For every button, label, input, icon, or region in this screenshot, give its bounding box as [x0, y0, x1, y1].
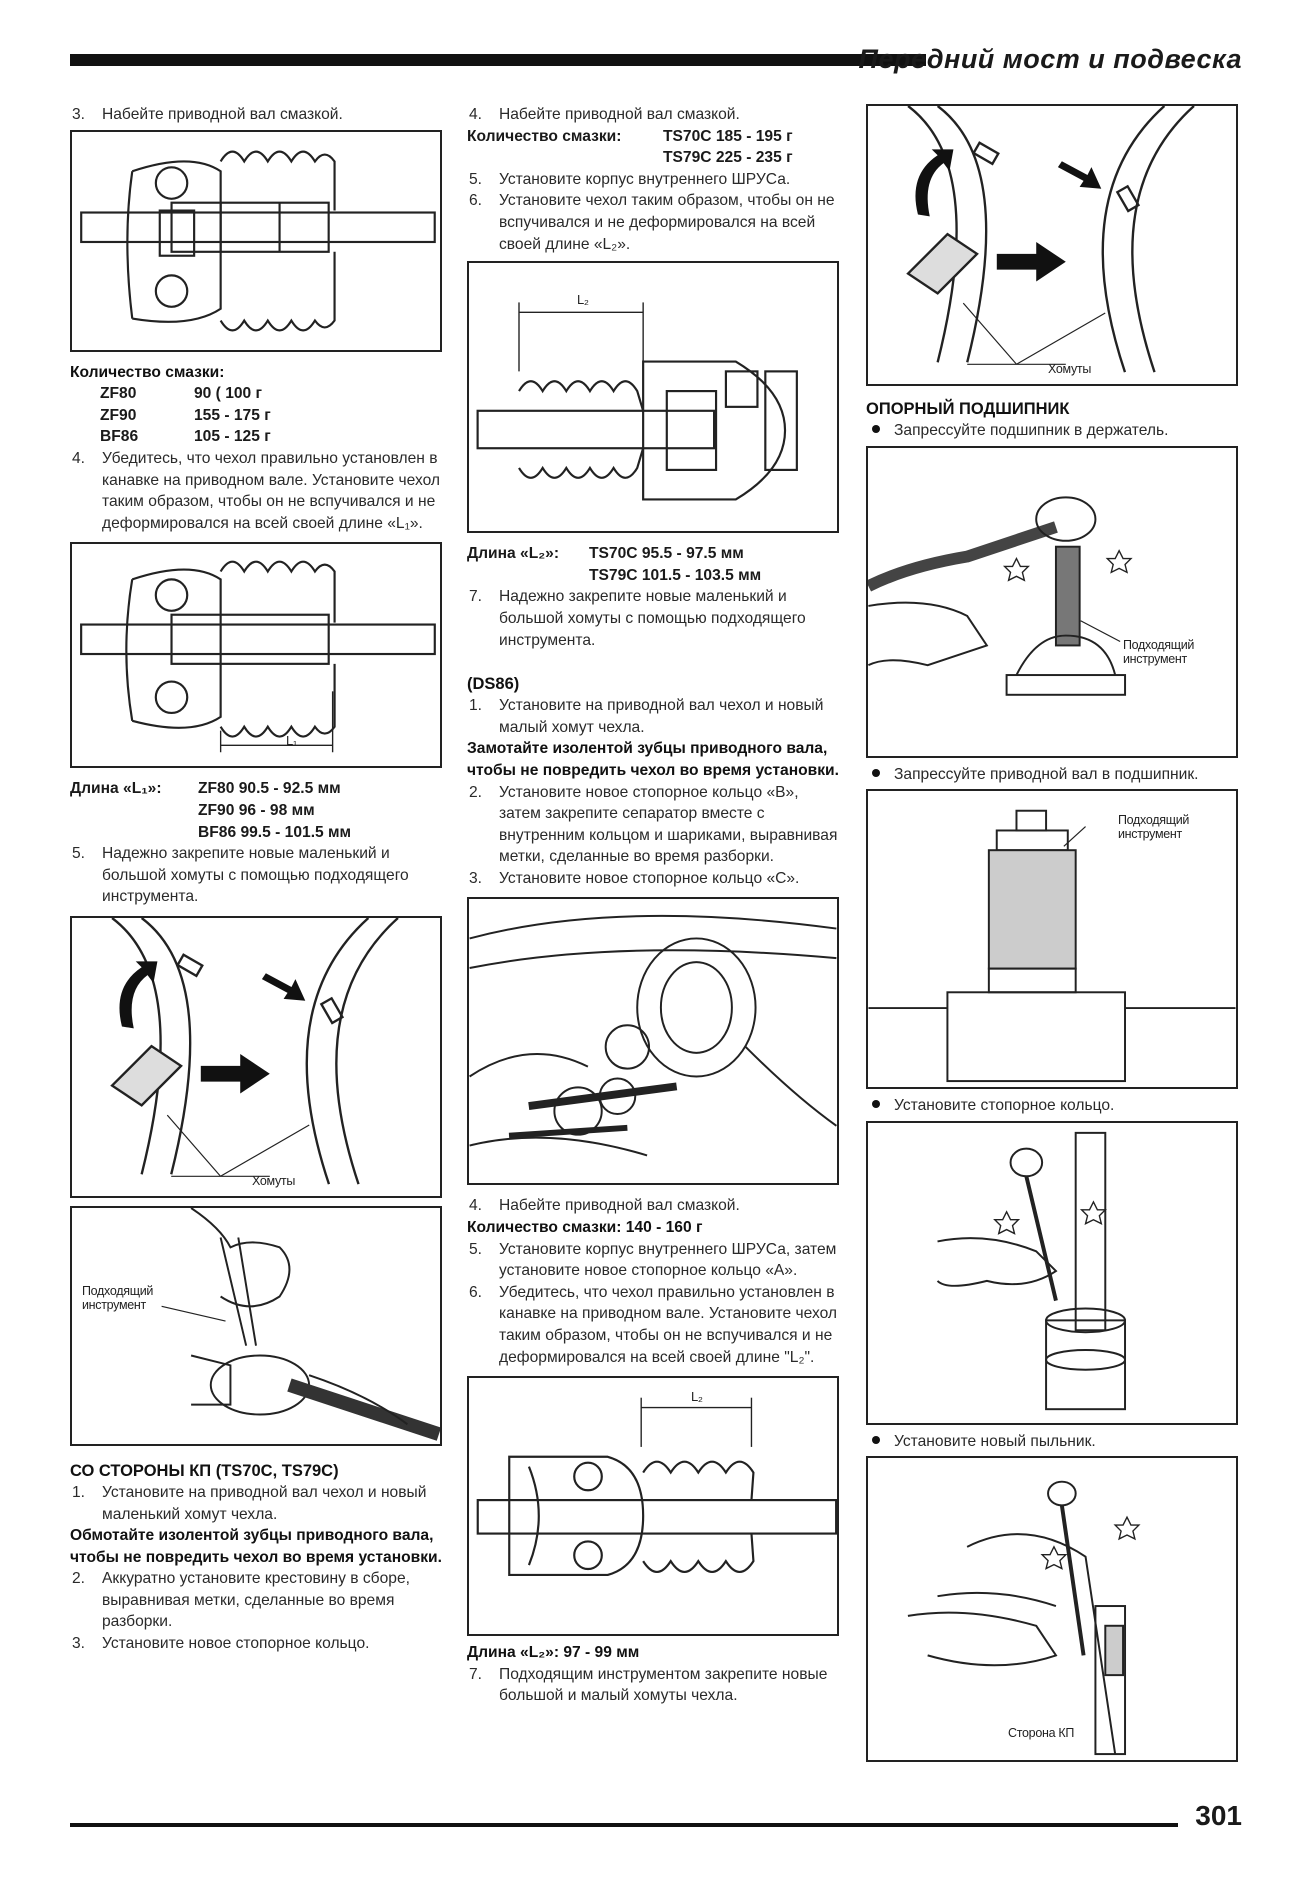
- step-7: 7. Надежно закрепите новые маленький и большой хомуты с помощью подходящего инструмента.: [469, 588, 806, 649]
- bullet-snap-ring: Установите стопорное кольцо.: [866, 1095, 1238, 1117]
- column-middle: [467, 104, 839, 1707]
- boot-length-drawing: [72, 544, 440, 766]
- step-gearbox-2: 2. Аккуратно установите крестовину в сборе, выравнивая метки, сделанные во время разборки.: [72, 1570, 410, 1631]
- step-5: 5. Надежно закрепите новые маленький и большой хомуты с помощью подходящего инструмента.: [72, 845, 409, 906]
- warning-tape-splines-ds86: Замотайте изолентой зубцы приводного вала, чтобы не повредить чехол во время установки.: [467, 740, 839, 779]
- figure-clamps-tripod: [866, 104, 1238, 386]
- grease-qty-ds86: Количество смазки: 140 - 160 г: [467, 1219, 703, 1237]
- section-support-bearing: ОПОРНЫЙ ПОДШИПНИК: [866, 400, 1070, 418]
- step-4: 4. Убедитесь, что чехол правильно установлен в канавке на приводном вале. Установите чехол таким образом, чтобы он не вспучивался и не деформировался на всей своей длине «L₁».: [72, 449, 440, 532]
- clamps-label: Хомуты: [1048, 362, 1092, 376]
- grease-qty-tripod: Количество смазки: TS70C 185 - 195 г TS79C 225 - 235 г: [467, 127, 793, 167]
- step-ds86-6: 6. Убедитесь, что чехол правильно установлен в канавке на приводном вале. Установите чехол таким образом, чтобы он не вспучивался и не деформировался на всей своей длине "L₂".: [469, 1283, 837, 1366]
- snap-ring-drawing: [469, 899, 837, 1183]
- column-right: [866, 104, 1238, 1762]
- step-4: 4. Набейте приводной вал смазкой.: [469, 106, 740, 123]
- step-3: 3. Набейте приводной вал смазкой.: [72, 106, 343, 123]
- length-l1-spec: Длина «L₁»: ZF80 90.5 - 92.5 мм ZF90 96 - 98 мм BF86 99.5 - 101.5 мм: [70, 780, 352, 841]
- figure-boot-length-l2: [467, 261, 839, 533]
- length-l2-spec: Длина «L₂»: TS70C 95.5 - 97.5 мм TS79C 101.5 - 103.5 мм: [467, 545, 762, 584]
- ds86-boot-drawing: [469, 1378, 837, 1634]
- figure-press-shaft: [866, 789, 1238, 1089]
- step-ds86-1: 1. Установите на приводной вал чехол и новый малый хомут чехла.: [469, 697, 824, 736]
- suitable-tool-label: Подходящий инструмент: [82, 1283, 154, 1312]
- suitable-tool-label: Подходящий инструмент: [1123, 637, 1195, 666]
- dust-cover-drawing: [868, 1458, 1236, 1760]
- outer-joint-drawing: [72, 132, 440, 350]
- column-left: [70, 104, 442, 1655]
- suitable-tool-label: Подходящий инструмент: [1118, 813, 1190, 842]
- dimension-l2-label: L₂: [577, 292, 589, 308]
- snap-ring-install-drawing: [868, 1123, 1236, 1423]
- step-ds86-3: 3. Установите новое стопорное кольцо «C».: [469, 869, 800, 887]
- step-6: 6. Установите чехол таким образом, чтобы он не вспучивался и не деформировался на всей своей длине «L₂».: [469, 192, 835, 253]
- figure-clamp-tool: [70, 1206, 442, 1446]
- section-header-title: Передний мост и подвеска: [858, 44, 1242, 74]
- figure-ds86-boot-length: [467, 1376, 839, 1636]
- clamps-drawing: [72, 918, 440, 1196]
- press-bearing-drawing: [868, 448, 1236, 756]
- step-ds86-7: 7. Подходящим инструментом закрепите новые большой и малый хомуты чехла.: [469, 1665, 828, 1705]
- page-number: 301: [1195, 1800, 1242, 1831]
- warning-tape-splines: Обмотайте изолентой зубцы приводного вала, чтобы не повредить чехол во время установки.: [70, 1527, 442, 1566]
- figure-dust-cover: [866, 1456, 1238, 1762]
- step-ds86-2: 2. Установите новое стопорное кольцо «B», затем закрепите сепаратор вместе с внутренним кольцом и шариками, выравнивая метки, сделанные во время разборки.: [469, 783, 838, 866]
- grease-qty-table: ZF80 90 ( 100 г ZF90 155 - 175 г BF86 105 - 125 г: [100, 385, 271, 446]
- clamp-tool-drawing: [72, 1208, 440, 1444]
- figure-press-bearing: [866, 446, 1238, 758]
- gearbox-side-label: Сторона КП: [1008, 1726, 1075, 1741]
- dimension-l1-label: L₁: [286, 733, 298, 749]
- step-ds86-4: 4. Набейте приводной вал смазкой.: [469, 1197, 740, 1215]
- step-gearbox-1: 1. Установите на приводной вал чехол и новый маленький хомут чехла.: [72, 1483, 427, 1523]
- step-ds86-5: 5. Установите корпус внутреннего ШРУСа, затем установите новое стопорное кольцо «A».: [469, 1240, 837, 1280]
- bullet-new-dust-cover: Установите новый пыльник.: [866, 1431, 1238, 1453]
- bullet-press-bearing: Запрессуйте подшипник в держатель.: [866, 420, 1238, 442]
- dimension-l2-ds86-label: L₂: [691, 1389, 703, 1405]
- section-gearbox-side: СО СТОРОНЫ КП (TS70C, TS79C): [70, 1461, 339, 1480]
- bullet-press-shaft: Запрессуйте приводной вал в подшипник.: [866, 764, 1238, 786]
- clamps-label: Хомуты: [252, 1173, 296, 1188]
- footer-rule: [70, 1823, 1178, 1827]
- figure-clamps: [70, 916, 442, 1198]
- step-5: 5. Установите корпус внутреннего ШРУСа.: [469, 170, 791, 188]
- figure-outer-joint-boot: [70, 130, 442, 352]
- figure-boot-length-l1: [70, 542, 442, 768]
- clamps-tripod-drawing: [868, 106, 1236, 384]
- grease-qty-title: Количество смазки:: [70, 363, 225, 381]
- tripod-boot-drawing: [469, 263, 837, 531]
- length-l2-ds86: Длина «L₂»: 97 - 99 мм: [467, 1644, 640, 1662]
- step-gearbox-3: 3. Установите новое стопорное кольцо.: [72, 1635, 370, 1653]
- subsection-ds86: (DS86): [467, 675, 520, 694]
- header-rule: [70, 54, 926, 66]
- figure-snap-ring-install: [866, 1121, 1238, 1425]
- figure-snap-ring-c: [467, 897, 839, 1185]
